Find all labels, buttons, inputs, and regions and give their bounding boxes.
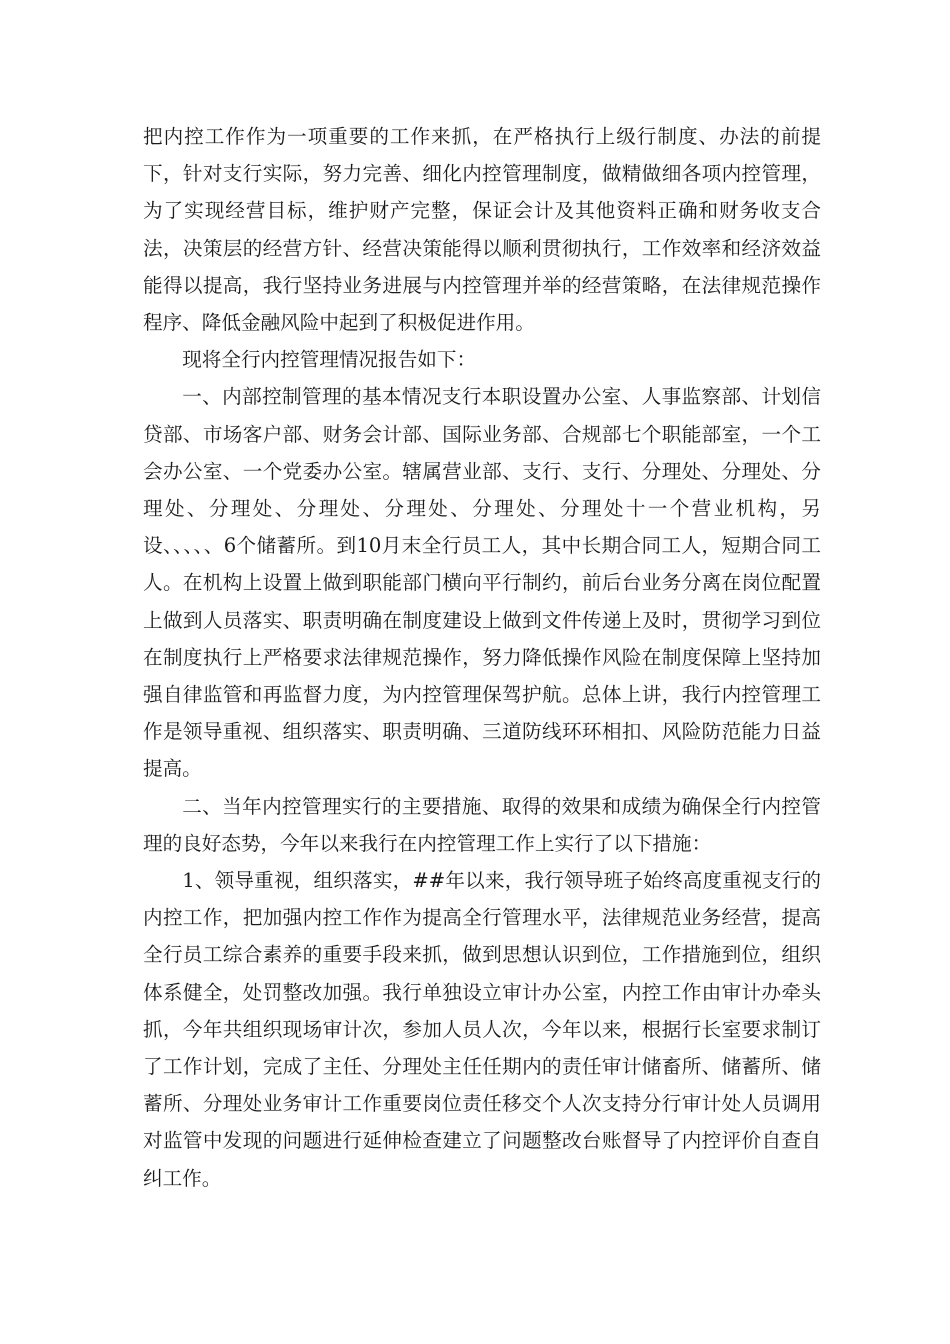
paragraph-report-lead: 现将全行内控管理情况报告如下： bbox=[182, 348, 477, 372]
paragraph-section-two: 二、当年内控管理实行的主要措施、取得的效果和成绩为确保全行内控管理的良好态势，今年以来我行在内控管理工作上实行了以下措施： bbox=[143, 794, 821, 855]
paragraph-item-one: 1、领导重视，组织落实，##年以来，我行领导班子始终高度重视支行的内控工作，把加强内控工作作为提高全行管理水平，法律规范业务经营，提高全行员工综合素养的重要手段来抓，做到思想认识到位，工作措施到位，组织体系健全，处罚整改加强。我行单独设立审计办公室，内控工作由审计办牵头抓，今年共组织现场审计次，参加人员人次，今年以来，根据行长室要求制订了工作计划，完成了主任、分理处主任任期内的责任审计储畜所、储蓄所、储蓄所、分理处业务审计工作重要岗位责任移交个人次支持分行审计处人员调用对监管中发现的问题进行延伸检查建立了问题整改台账督导了内控评价自查自纠工作。 bbox=[143, 869, 821, 1190]
document-body bbox=[143, 118, 821, 1197]
paragraph-internal-control-intro: 把内控工作作为一项重要的工作来抓，在严格执行上级行制度、办法的前提下，针对支行实际，努力完善、细化内控管理制度，做精做细各项内控管理，为了实现经营目标，维护财产完整，保证会计及其他资料正确和财务收支合法，决策层的经营方针、经营决策能得以顺利贯彻执行，工作效率和经济效益能得以提高，我行坚持业务进展与内控管理并举的经营策略，在法律规范操作程序、降低金融风险中起到了积极促进作用。 bbox=[143, 125, 821, 335]
paragraph-section-one: 一、内部控制管理的基本情况支行本职设置办公室、人事监察部、计划信贷部、市场客户部、财务会计部、国际业务部、合规部七个职能部室，一个工会办公室、一个党委办公室。辖属营业部、支行、支行、分理处、分理处、分理处、分理处、分理处、分理处、分理处、分理处十一个营业机构，另设、、、、、6个储蓄所。到10月末全行员工人，其中长期合同工人，短期合同工人。在机构上设置上做到职能部门横向平行制约，前后台业务分离在岗位配置上做到人员落实、职责明确在制度建设上做到文件传递上及时，贯彻学习到位在制度执行上严格要求法律规范操作，努力降低操作风险在制度保障上坚持加强自律监管和再监督力度，为内控管理保驾护航。总体上讲，我行内控管理工作是领导重视、组织落实、职责明确、三道防线环环相扣、风险防范能力日益提高。 bbox=[143, 385, 821, 781]
